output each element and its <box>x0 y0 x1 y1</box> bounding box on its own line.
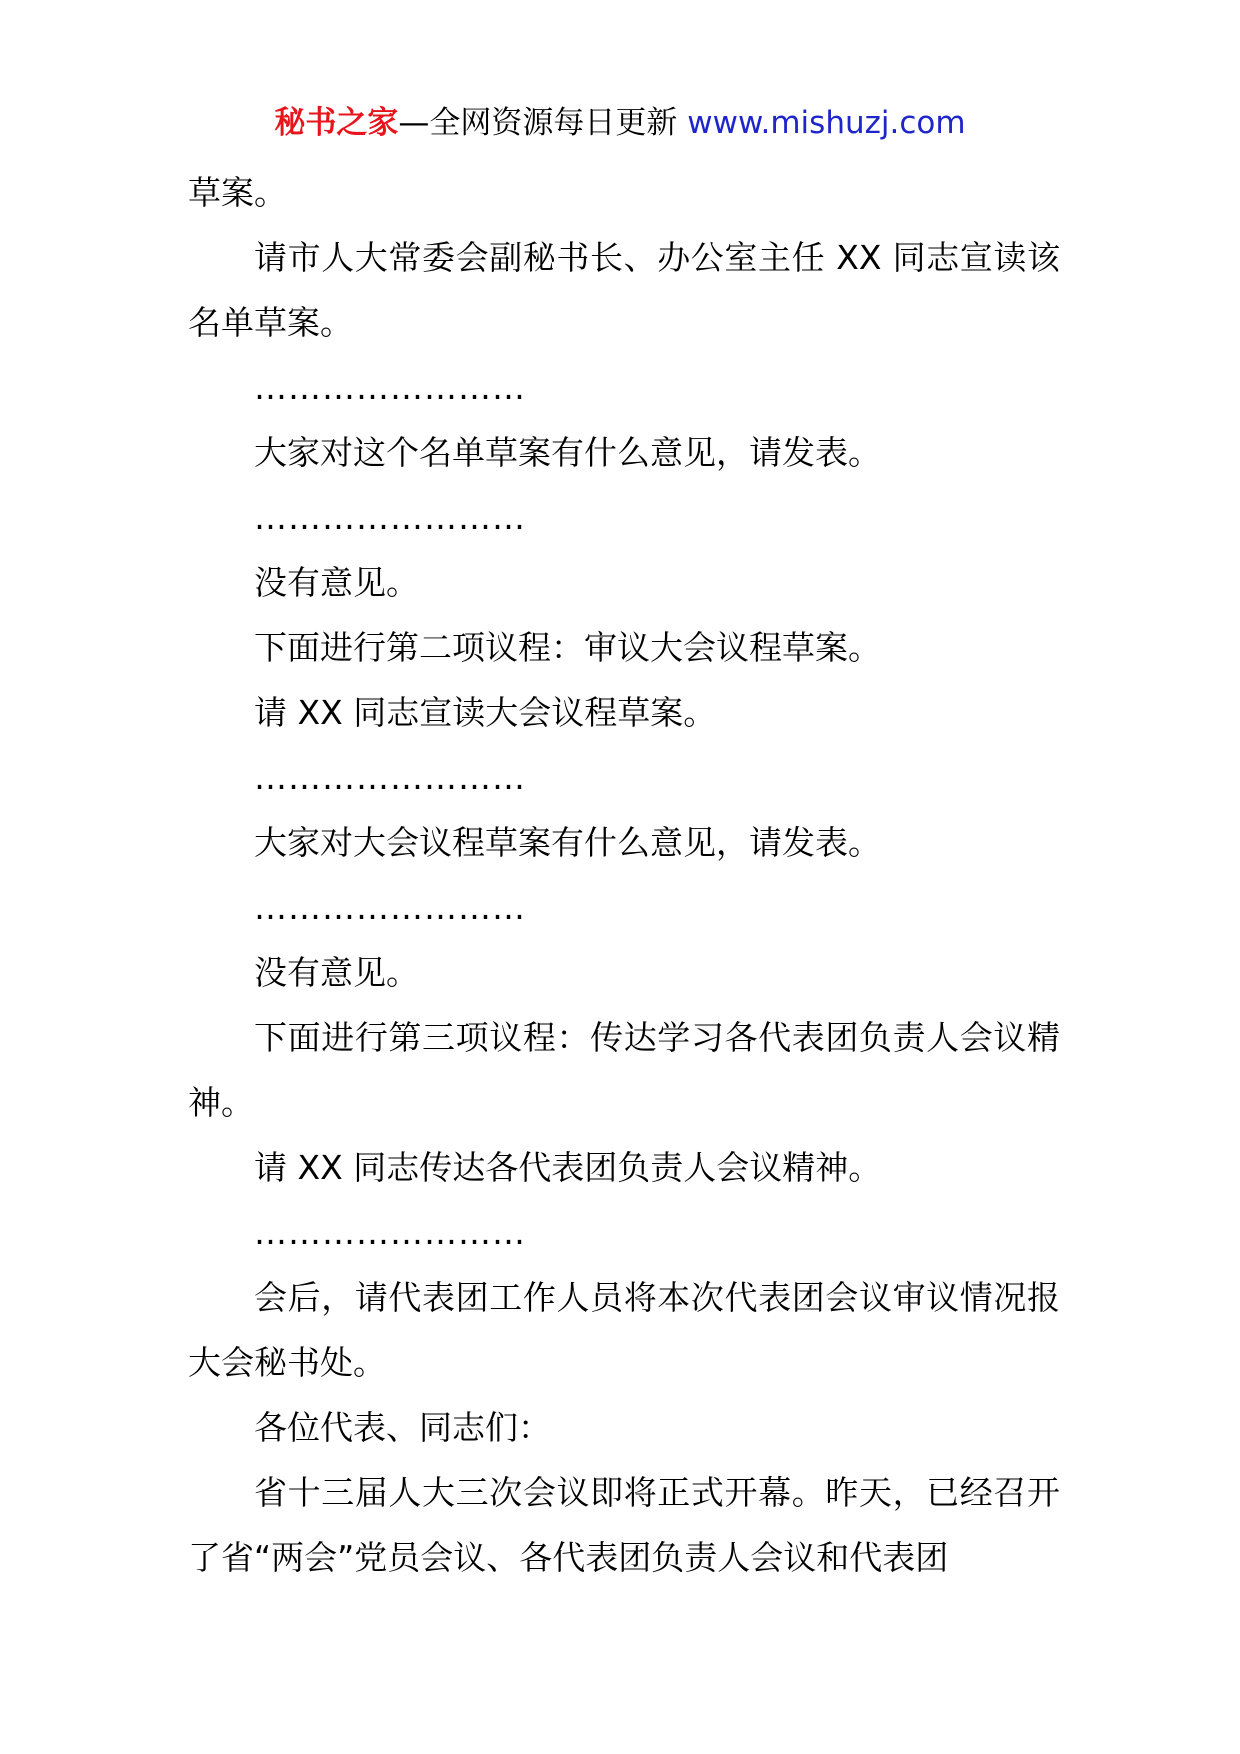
ellipsis-line: …………………… <box>254 498 526 537</box>
paragraph: 各位代表、同志们： <box>254 1408 551 1447</box>
paragraph: 大家对大会议程草案有什么意见，请发表。 <box>254 823 881 862</box>
document-body <box>188 160 1060 1590</box>
ellipsis-line: …………………… <box>254 368 526 407</box>
paragraph: 请 XX 同志传达各代表团负责人会议精神。 <box>254 1148 882 1187</box>
paragraph: 请市人大常委会副秘书长、办公室主任 XX 同志宣读该名单草案。 <box>188 238 1060 342</box>
page-header <box>0 98 1240 148</box>
paragraph: 会后，请代表团工作人员将本次代表团会议审议情况报大会秘书处。 <box>188 1278 1060 1382</box>
paragraph: 大家对这个名单草案有什么意见，请发表。 <box>254 433 881 472</box>
paragraph: 没有意见。 <box>254 953 419 992</box>
paragraph: 没有意见。 <box>254 563 419 602</box>
ellipsis-line: …………………… <box>254 758 526 797</box>
paragraph: 请 XX 同志宣读大会议程草案。 <box>254 693 717 732</box>
ellipsis-line: …………………… <box>254 1213 526 1252</box>
site-url[interactable]: www.mishuzj.com <box>687 105 966 141</box>
ellipsis-line: …………………… <box>254 888 526 927</box>
site-brand: 秘书之家 <box>274 105 399 141</box>
site-slogan: —全网资源每日更新 <box>398 105 678 141</box>
paragraph: 下面进行第三项议程：传达学习各代表团负责人会议精神。 <box>188 1018 1060 1122</box>
paragraph: 下面进行第二项议程：审议大会议程草案。 <box>254 628 881 667</box>
paragraph: 草案。 <box>188 173 287 212</box>
paragraph: 省十三届人大三次会议即将正式开幕。昨天，已经召开了省“两会”党员会议、各代表团负责人会议和代表团 <box>188 1473 1060 1577</box>
